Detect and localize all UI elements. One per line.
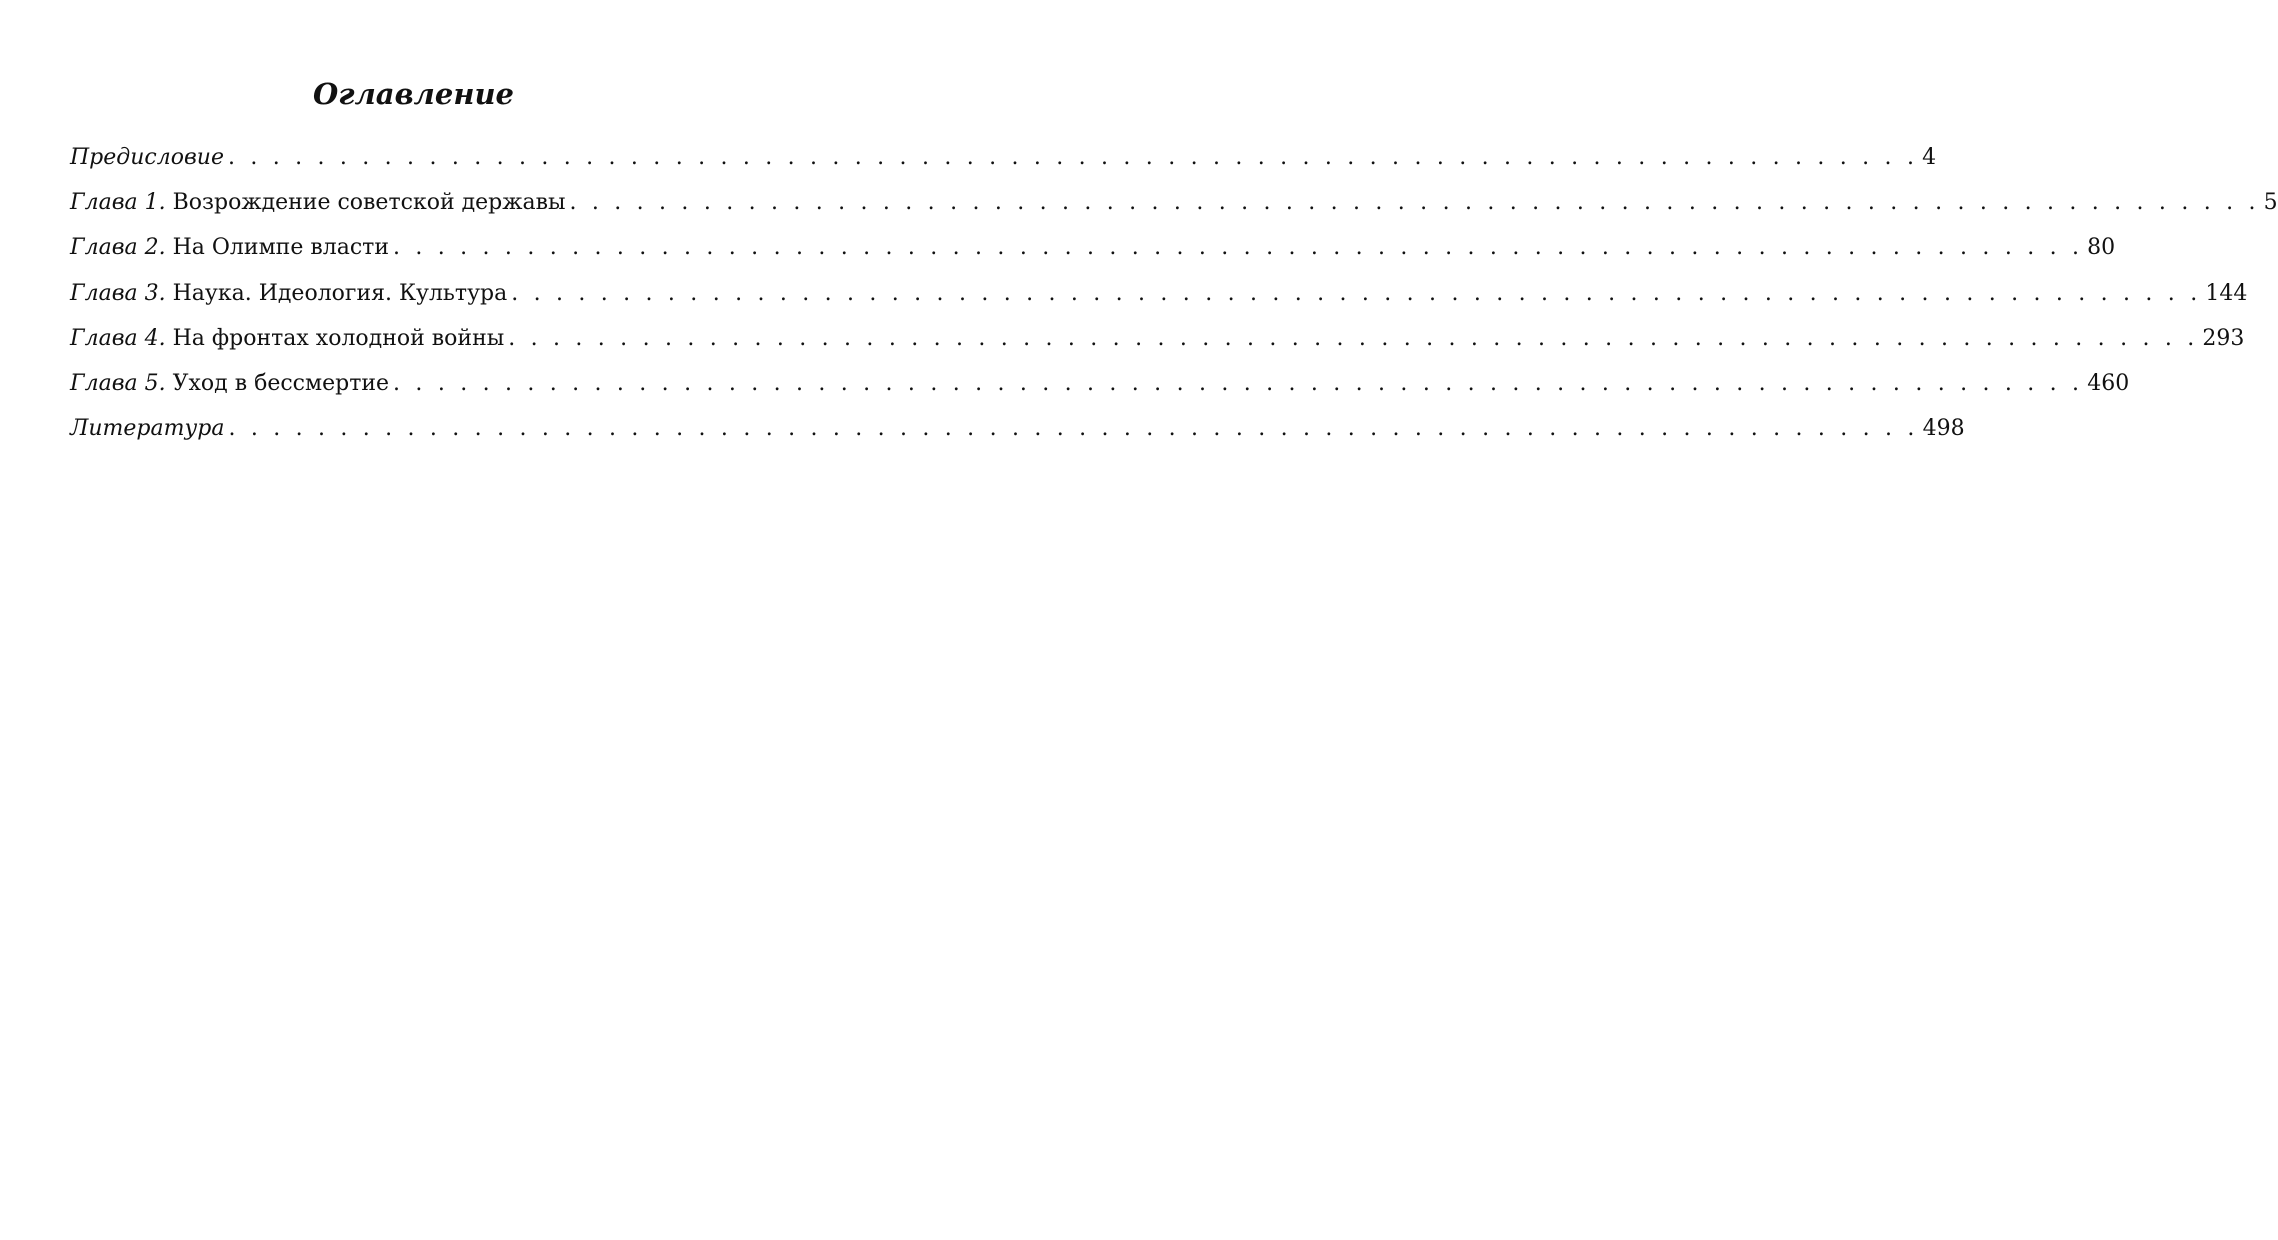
entry-label [70, 276, 507, 312]
dot-leader: . . . . . . . . . . . . . . . . . . . . . . . . . . . . . . . . . . . . . . . . . . . . . . . . . . . . . . . . . . . . . . . . . . . . . . . . . . . . [393, 235, 2084, 261]
dot-leader: . . . . . . . . . . . . . . . . . . . . . . . . . . . . . . . . . . . . . . . . . . . . . . . . . . . . . . . . . . . . . . . . . . . . . . . . . . . . [508, 325, 2199, 351]
entry-label [70, 230, 389, 266]
entry-label [70, 321, 504, 357]
entry-prefix: Предисловие [70, 145, 224, 170]
entry-text: Наука. Идеология. Культура [165, 280, 508, 306]
toc-entry-preface[interactable] [70, 140, 1937, 185]
toc-entry-chapter-4[interactable] [70, 321, 2245, 366]
entry-page-number: 293 [2202, 325, 2245, 351]
entry-text: Уход в бессмертие [165, 370, 390, 396]
entry-page-number: 144 [2205, 280, 2248, 306]
page-title: Оглавление [313, 77, 514, 111]
toc-entry-chapter-5[interactable] [70, 366, 2130, 411]
dot-leader: . . . . . . . . . . . . . . . . . . . . . . . . . . . . . . . . . . . . . . . . . . . . . . . . . . . . . . . . . . . . . . . . . . . . . . . . . . . . [511, 280, 2202, 306]
toc-entry-chapter-1[interactable] [70, 185, 2278, 230]
entry-label [70, 366, 389, 402]
entry-text: Возрождение советской державы [165, 190, 566, 216]
entry-label [70, 140, 224, 176]
entry-prefix: Глава 1. [70, 190, 166, 216]
toc-entry-chapter-3[interactable] [70, 276, 2248, 321]
entry-text: На Олимпе власти [165, 235, 389, 261]
entry-text: На фронтах холодной войны [165, 325, 505, 351]
dot-leader: . . . . . . . . . . . . . . . . . . . . . . . . . . . . . . . . . . . . . . . . . . . . . . . . . . . . . . . . . . . . . . . . . . . . . . . . . . . . [569, 190, 2260, 216]
dot-leader: . . . . . . . . . . . . . . . . . . . . . . . . . . . . . . . . . . . . . . . . . . . . . . . . . . . . . . . . . . . . . . . . . . . . . . . . . . . . [227, 145, 1919, 170]
entry-page-number: 5 [2263, 190, 2278, 216]
entry-page-number: 498 [1922, 416, 1965, 442]
entry-prefix: Глава 2. [70, 235, 166, 261]
entry-prefix: Глава 5. [70, 370, 166, 396]
dot-leader: . . . . . . . . . . . . . . . . . . . . . . . . . . . . . . . . . . . . . . . . . . . . . . . . . . . . . . . . . . . . . . . . . . . . . . . . . . . . [393, 370, 2084, 396]
entry-label [70, 411, 224, 447]
entry-prefix: Литература [70, 416, 225, 442]
dot-leader: . . . . . . . . . . . . . . . . . . . . . . . . . . . . . . . . . . . . . . . . . . . . . . . . . . . . . . . . . . . . . . . . . . . . . . . . . . . . [228, 416, 1919, 442]
entry-prefix: Глава 3. [70, 280, 166, 306]
entry-page-number: 460 [2087, 370, 2130, 396]
table-of-contents [70, 140, 2278, 456]
entry-label [70, 185, 566, 221]
entry-page-number: 4 [1922, 145, 1937, 170]
entry-page-number: 80 [2087, 235, 2116, 261]
entry-prefix: Глава 4. [70, 325, 166, 351]
toc-entry-literature[interactable] [70, 411, 1965, 456]
toc-entry-chapter-2[interactable] [70, 230, 2116, 275]
